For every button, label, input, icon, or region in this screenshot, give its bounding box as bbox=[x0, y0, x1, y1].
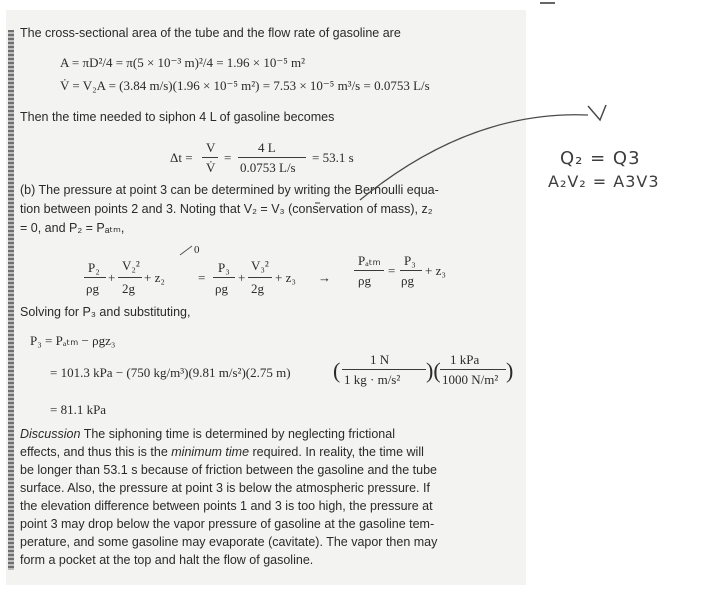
discussion-line7: perature, and some gasoline may evaporate (cavitate). The vapor then may bbox=[20, 535, 438, 549]
part-b-line2: tion between points 2 and 3. Noting that V₂ = V₃ (conservation of mass), z₂ bbox=[20, 202, 433, 216]
solving-text: Solving for P₃ and substituting, bbox=[20, 305, 191, 319]
subst-n1: 1 N bbox=[370, 352, 390, 367]
discussion-line5: the elevation difference between points 1 and 3 is too high, the pressure at bbox=[20, 499, 433, 513]
dt-lhs: Δt = bbox=[170, 150, 193, 165]
bern-z3: + z₃ bbox=[275, 270, 296, 285]
discussion-line6: point 3 may drop below the vapor pressure of gasoline at the gasoline tem- bbox=[20, 517, 435, 531]
p3-result: = 81.1 kPa bbox=[50, 402, 107, 417]
subst-d2: 1000 N/m² bbox=[442, 372, 499, 387]
discussion-line2a: effects, and thus this is the bbox=[20, 445, 172, 459]
bern-plus1: + bbox=[108, 270, 116, 285]
discussion-line1: The siphoning time is determined by neglecting frictional bbox=[83, 427, 395, 441]
bern-p3: P₃ bbox=[218, 260, 230, 275]
subst-d1: 1 kg · m/s² bbox=[344, 372, 401, 387]
bern-v3sq: V₃² bbox=[251, 258, 269, 273]
bern-2g1: 2g bbox=[122, 281, 135, 296]
bern-rhog4: ρg bbox=[401, 273, 414, 288]
discussion-line4: surface. Also, the pressure at point 3 is below the atmospheric pressure. If bbox=[20, 481, 430, 495]
dt-den1: V̇ bbox=[206, 160, 216, 175]
bern-patm: Pₐₜₘ bbox=[358, 253, 381, 268]
handwriting-line2: A₂V₂ = A3V3 bbox=[548, 172, 660, 191]
discussion-line2-emphasis: minimum time bbox=[171, 445, 250, 459]
part-b-line3: = 0, and P₂ = Pₐₜₘ, bbox=[20, 221, 125, 235]
bern-p2: P₂ bbox=[88, 260, 100, 275]
bern-2g2: 2g bbox=[251, 281, 264, 296]
bern-eq: = bbox=[198, 270, 206, 285]
dt-num2: 4 L bbox=[258, 140, 276, 155]
bern-rhog3: ρg bbox=[358, 273, 371, 288]
bern-z3b: + z₃ bbox=[425, 263, 446, 278]
discussion-line2b: required. In reality, the time will bbox=[249, 445, 424, 459]
bern-arrow: → bbox=[318, 270, 331, 285]
flow-equation: V̇ = V₂A = (3.84 m/s)(1.96 × 10⁻⁵ m²) = 7.53 × 10⁻⁵ m³/s = 0.0753 L/s bbox=[60, 78, 430, 93]
dt-num1: V bbox=[206, 140, 216, 155]
subst-n2: 1 kPa bbox=[450, 352, 480, 367]
discussion-label: Discussion bbox=[20, 427, 81, 441]
dt-den2: 0.0753 L/s bbox=[240, 160, 296, 175]
hand-arrow-head bbox=[588, 105, 606, 120]
discussion-line8: form a pocket at the top and halt the flow of gasoline. bbox=[20, 553, 314, 567]
area-equation: A = πD²/4 = π(5 × 10⁻³ m)²/4 = 1.96 × 10⁻⁵ m² bbox=[60, 55, 306, 70]
bern-rhog1: ρg bbox=[86, 281, 99, 296]
bern-rhog2: ρg bbox=[215, 281, 228, 296]
bern-z2: + z₂ bbox=[144, 270, 165, 285]
scanned-page: The cross-sectional area of the tube and the flow rate of gasoline are A = πD²/4 = π(5 × 10⁻³ m)²/4 = 1.96 × 10⁻⁵ m² V̇ = V₂A = (3.84 m/s)(1.96 × 10⁻⁵ m²) = 7.53 × 10⁻⁵ m³/s = 0.0753 L/s Then the time needed to siphon 4 L of gasoline becomes Δt = V V̇ = 4 L 0.0753 L/s = 53.1 s (b) The pressure at point 3 can be determined by writing the Bernoulli equa- tion between points 2 and 3. Noting that V₂ = V₃ (conservation of mass), z₂ = 0, and P₂ = Pₐₜₘ, P₂ ρg + V₂² 2g + z₂ 0 = P₃ ρg + V₃² 2g + z₃ → Pₐₜₘ ρg = P₃ ρg + z₃ Solving for P₃ and substituting, P₃ = Pₐₜₘ − ρgz₃ = 101.3 kPa − (750 kg/m³)(9.81 m/s²)(2.75 m) ( 1 N 1 kg · m/s² )( 1 kPa 1000 N/m² ) = 81.1 kPa Discussion The siphoning time is determined by neglecting frictional effects, and thus this is the minimum time required. In reality, the time will be longer than 53.1 s because of friction between the gasoline and the tube surface. Also, the pressure at point 3 is below the atmospheric pressure. If the elevation difference between points 1 and 3 is too high, the pressure at point 3 may drop below the vapor pressure of gasoline at the gasoline tem- perature, and some gasoline may evaporate (cavitate). The vapor then may form a pocket at the top and halt the flow of gasoline. Q₂ = Q3 A₂V₂ = A3V3 bbox=[0, 0, 702, 600]
bern-eq2: = bbox=[388, 263, 396, 278]
time-intro-text: Then the time needed to siphon 4 L of gasoline becomes bbox=[20, 110, 335, 124]
bern-zero: 0 bbox=[194, 244, 200, 256]
dt-eq: = bbox=[224, 150, 232, 165]
bern-p3b: P₃ bbox=[404, 253, 416, 268]
discussion-line3: be longer than 53.1 s because of friction between the gasoline and the tube bbox=[20, 463, 437, 477]
handwriting-line1: Q₂ = Q3 bbox=[560, 148, 641, 169]
bern-plus2: + bbox=[238, 270, 246, 285]
bern-v2sq: V₂² bbox=[122, 258, 140, 273]
crossing-stroke bbox=[180, 246, 192, 255]
intro-text: The cross-sectional area of the tube and the flow rate of gasoline are bbox=[20, 26, 401, 40]
subst-lead: = 101.3 kPa − (750 kg/m³)(9.81 m/s²)(2.75 m) bbox=[50, 365, 291, 380]
dt-result: = 53.1 s bbox=[312, 150, 354, 165]
part-b-line1: (b) The pressure at point 3 can be determined by writing the Bernoulli equa- bbox=[20, 183, 439, 197]
p3-equation: P₃ = Pₐₜₘ − ρgz₃ bbox=[30, 333, 116, 348]
